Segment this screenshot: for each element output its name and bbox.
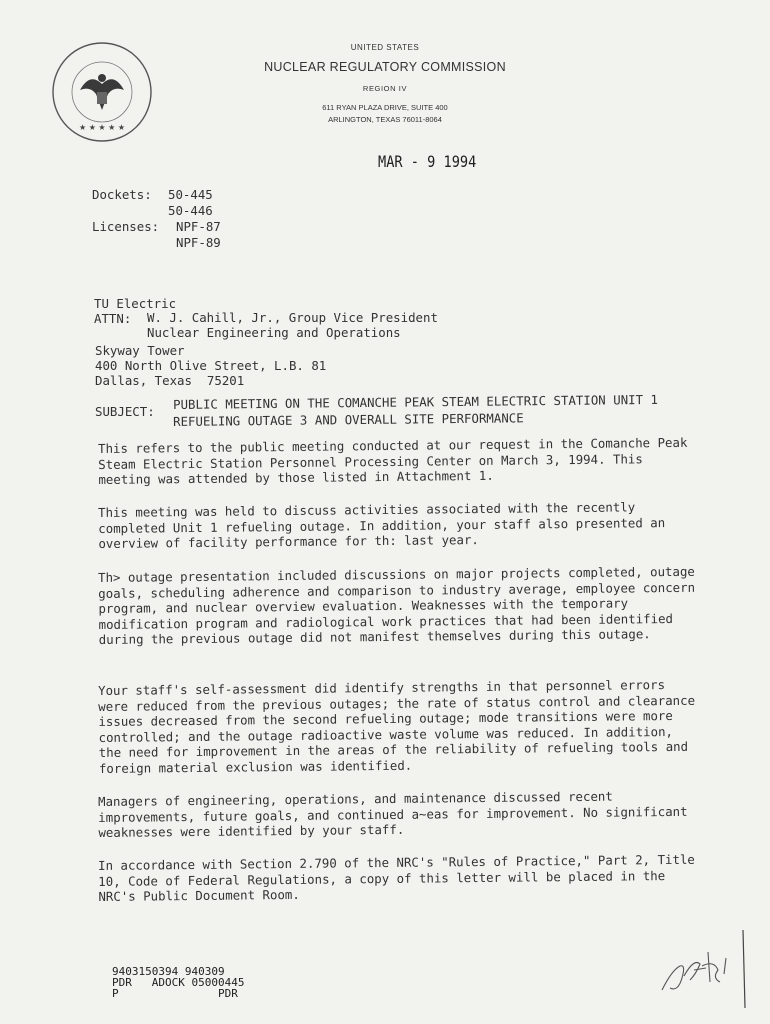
letterhead-country: UNITED STATES <box>350 43 420 52</box>
letterhead-region: REGION IV <box>362 84 408 93</box>
letterhead-address-line1: 611 RYAN PLAZA DRIVE, SUITE 400 <box>322 103 448 112</box>
addressee-city: Dallas, Texas 75201 <box>95 373 245 388</box>
addressee-street: 400 North Olive Street, L.B. 81 <box>95 358 327 373</box>
subject-label: SUBJECT: <box>95 404 155 419</box>
body-paragraph: This refers to the public meeting conducted at our request in the Comanche Peak Steam Electric Station Personnel Processing Center on March 3, 1994. This meeting was attended by those listed in Attachment 1. <box>98 434 688 487</box>
licenses-label: Licenses: <box>92 219 160 234</box>
body-paragraph: Managers of engineering, operations, and maintenance discussed recent improvements, future goals, and continued a~eas for improvement. No significant weaknesses were identified by your staff. <box>98 788 688 840</box>
svg-text:★ ★ ★ ★ ★: ★ ★ ★ ★ ★ <box>78 123 126 132</box>
stamp-line1: 9403150394 940309 <box>112 965 225 978</box>
letter-date: MAR - 9 1994 <box>378 152 477 171</box>
attn-label: ATTN: <box>94 311 132 326</box>
nrc-seal-icon <box>50 40 155 145</box>
body-paragraph: Th> outage presentation included discussions on major projects completed, outage goals, scheduling adherence and comparison to industry average, employee concern program, and nuclear overview evaluation. Weaknesses with the temporary modification program and radiological work practices that had been identified during the previous outage did not manifest themselves during this outage. <box>98 563 696 647</box>
subject-line1: PUBLIC MEETING ON THE COMANCHE PEAK STEAM ELECTRIC STATION UNIT 1 <box>173 391 659 412</box>
license-number: NPF-89 <box>176 235 221 250</box>
dockets-label: Dockets: <box>92 187 152 202</box>
letterhead-address-line2: ARLINGTON, TEXAS 76011-8064 <box>328 115 442 124</box>
docket-number: 50-446 <box>168 203 213 218</box>
docket-number: 50-445 <box>168 187 213 202</box>
body-paragraph: Your staff's self-assessment did identify strengths in that personnel errors were reduced from the previous outages; the rate of status control and clearance issues decreased from the second refueling outage; mode transitions were more controlled; and the outage radioactive waste volume was reduced. In addition, the need for improvement in the areas of the reliability of refueling tools and foreign material exclusion was identified. <box>98 677 696 776</box>
license-number: NPF-87 <box>176 219 221 234</box>
handwritten-initials-icon <box>650 930 755 1010</box>
document-stamp <box>112 966 244 999</box>
body-paragraph: This meeting was held to discuss activities associated with the recently completed Unit 1 refueling outage. In addition, your staff also presented an overview of facility performance for th: last year. <box>98 499 666 551</box>
attn-department: Nuclear Engineering and Operations <box>147 325 401 340</box>
stamp-line3: P PDR <box>112 987 238 1000</box>
body-paragraph: In accordance with Section 2.790 of the NRC's "Rules of Practice," Part 2, Title 10, Code of Federal Regulations, a copy of this letter will be placed in the NRC's Public Document Room. <box>98 851 695 904</box>
addressee-building: Skyway Tower <box>95 343 185 358</box>
stamp-line2: PDR ADOCK 05000445 <box>112 976 245 989</box>
subject-line2: REFUELING OUTAGE 3 AND OVERALL SITE PERFORMANCE <box>173 410 524 429</box>
letterhead-agency: NUCLEAR REGULATORY COMMISSION <box>264 60 506 74</box>
attn-name: W. J. Cahill, Jr., Group Vice President <box>147 310 438 325</box>
addressee-company: TU Electric <box>94 296 177 311</box>
